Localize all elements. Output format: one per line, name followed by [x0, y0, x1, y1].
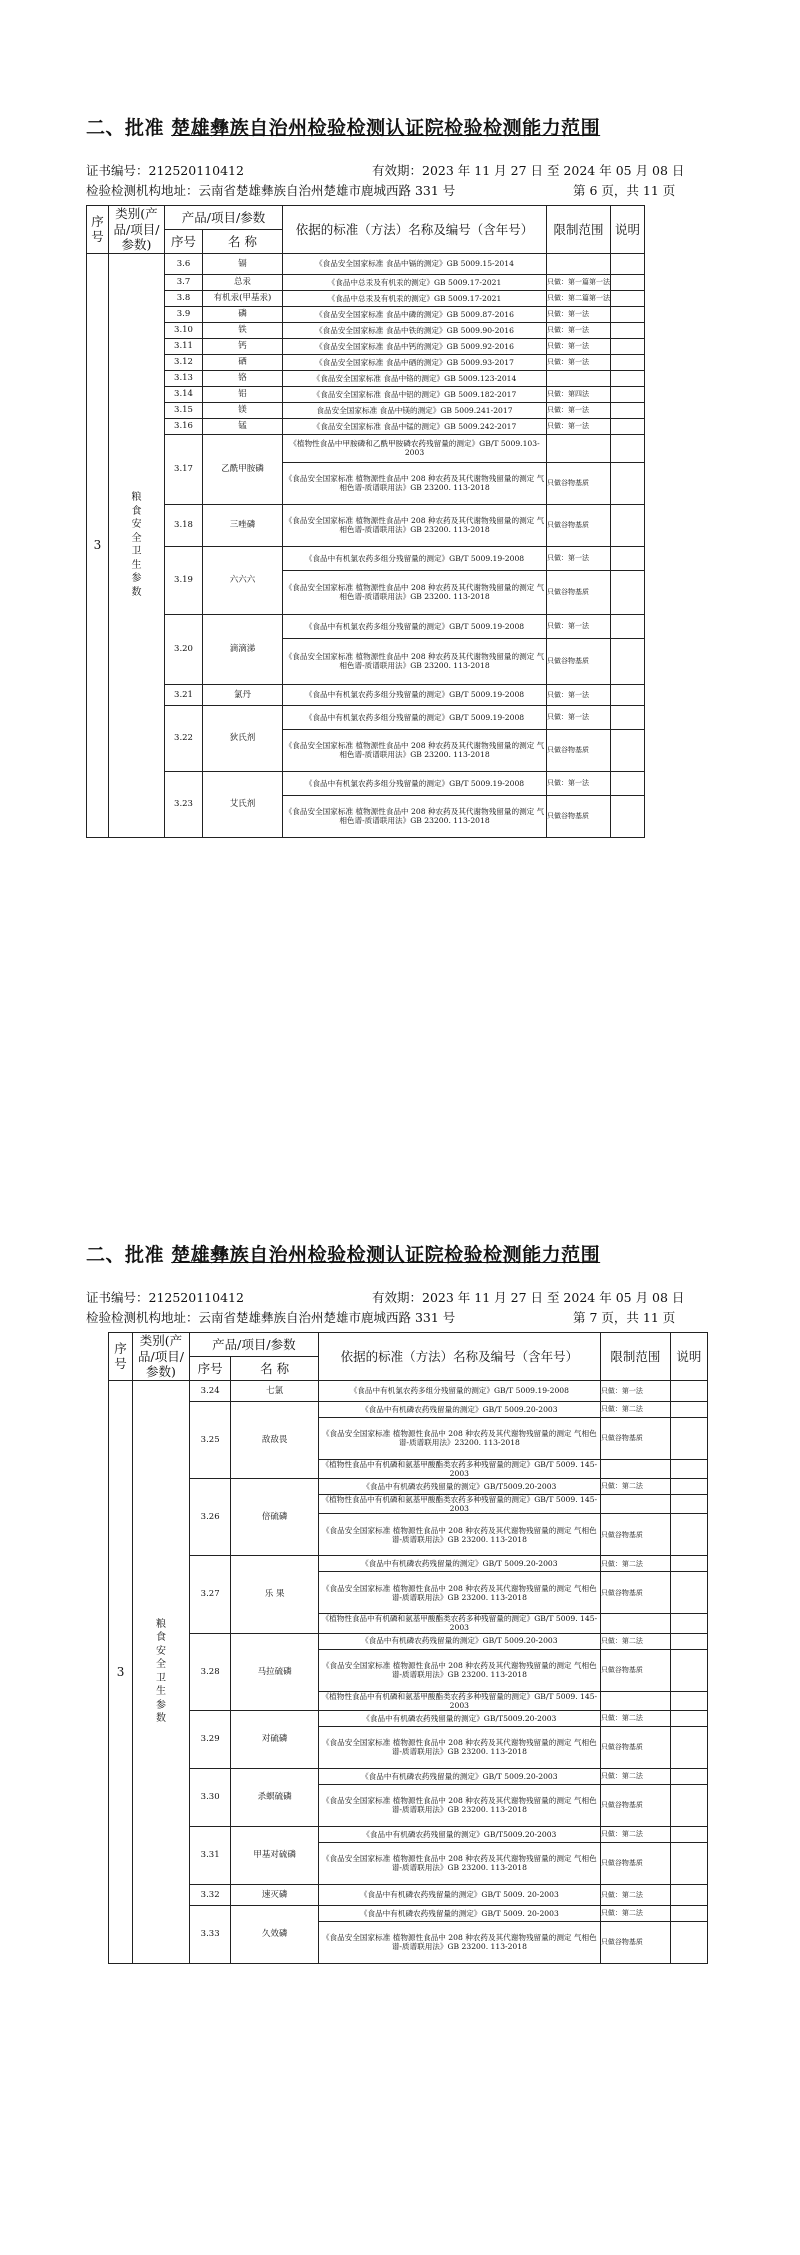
- limit-cell: 只做：第一法: [600, 1380, 670, 1401]
- param-number: 3.33: [189, 1905, 231, 1963]
- note-cell: [611, 290, 645, 306]
- standard-cell: 《食品安全国家标准 植物源性食品中 208 种农药及其代谢物残留量的测定 气相色谱-质谱联用法》GB 23200. 113-2018: [318, 1842, 600, 1884]
- table-row: [87, 322, 708, 338]
- validity-period: 有效期：2023 年 11 月 27 日 至 2024 年 05 月 08 日: [372, 1290, 685, 1305]
- scope-table-body: [109, 1380, 708, 1963]
- page-number: 第 7 页，共 11 页: [573, 1310, 676, 1325]
- standard-cell: 食品安全国家标准 食品中镁的测定》GB 5009.241-2017: [283, 402, 547, 418]
- param-number: 3.17: [165, 434, 203, 504]
- standard-cell: 《食品安全国家标准 植物源性食品中 208 种农药及其代谢物残留量的测定 气相色谱-质谱联用法》GB 23200. 113-2018: [283, 570, 547, 614]
- header-standard: 依据的标准（方法）名称及编号（含年号）: [318, 1333, 600, 1381]
- page-title: 二、批准 楚雄彝族自治州检验检测认证院检验检测能力范围: [86, 1244, 601, 1266]
- table-row: [109, 1380, 708, 1401]
- limit-cell: 只做谷物基质: [547, 729, 611, 771]
- note-cell: [611, 684, 645, 705]
- limit-cell: 只做谷物基质: [547, 638, 611, 684]
- standard-cell: 《食品中有机氯农药多组分残留量的测定》GB/T 5009.19-2008: [283, 546, 547, 570]
- header-product-group: 产品/项目/参数: [165, 206, 283, 230]
- header-num: 序号: [165, 229, 203, 253]
- limit-cell: 只做：第二法: [600, 1768, 670, 1784]
- group-seq: 3: [109, 1380, 133, 1963]
- param-name: 甲基对硫磷: [231, 1826, 318, 1884]
- limit-cell: 只做：第一法: [547, 614, 611, 638]
- note-cell: [670, 1495, 707, 1514]
- note-cell: [611, 795, 645, 837]
- param-name: 狄氏剂: [203, 705, 283, 771]
- standard-cell: 《植物性食品中有机磷和氨基甲酸酯类农药多种残留量的测定》GB/T 5009. 145-2003: [318, 1495, 600, 1514]
- certificate-number: 证书编号：212520110412: [86, 1290, 244, 1305]
- limit-cell: 只做谷物基质: [600, 1784, 670, 1826]
- param-name: 乐 果: [231, 1556, 318, 1633]
- limit-cell: 只做：第一法: [547, 705, 611, 729]
- page-title: 二、批准 楚雄彝族自治州检验检测认证院检验检测能力范围: [86, 117, 601, 139]
- standard-cell: 《食品安全国家标准 食品中钙的测定》GB 5009.92-2016: [283, 338, 547, 354]
- limit-cell: 只做：第二篇第一法: [547, 290, 611, 306]
- param-number: 3.26: [189, 1479, 231, 1556]
- param-name: 钙: [203, 338, 283, 354]
- standard-cell: 《植物性食品中有机磷和氨基甲酸酯类农药多种残留量的测定》GB/T 5009. 145-2003: [318, 1691, 600, 1710]
- note-cell: [670, 1572, 707, 1614]
- standard-cell: 《食品安全国家标准 食品中锰的测定》GB 5009.242-2017: [283, 418, 547, 434]
- group-category: [109, 253, 165, 837]
- document-page-6: [0, 0, 800, 1127]
- header-name: 名 称: [203, 229, 283, 253]
- note-cell: [611, 614, 645, 638]
- standard-cell: 《食品中有机氯农药多组分残留量的测定》GB/T 5009.19-2008: [318, 1380, 600, 1401]
- limit-cell: 只做：第四法: [547, 386, 611, 402]
- standard-cell: 《食品安全国家标准 植物源性食品中 208 种农药及其代谢物残留量的测定 气相色谱-质谱联用法》GB 23200. 113-2018: [283, 504, 547, 546]
- group-category-text: 粮食安全卫生参数: [155, 1618, 166, 1725]
- standard-cell: 《食品中有机氯农药多组分残留量的测定》GB/T 5009.19-2008: [283, 684, 547, 705]
- param-name: 对硫磷: [231, 1710, 318, 1768]
- header-product-group: 产品/项目/参数: [189, 1333, 318, 1357]
- note-cell: [611, 306, 645, 322]
- note-cell: [611, 729, 645, 771]
- note-cell: [670, 1459, 707, 1478]
- table-row: [87, 684, 708, 705]
- limit-cell: 只做：第一法: [547, 354, 611, 370]
- limit-cell: 只做谷物基质: [600, 1417, 670, 1459]
- standard-cell: 《食品中有机氯农药多组分残留量的测定》GB/T 5009.19-2008: [283, 705, 547, 729]
- param-number: 3.14: [165, 386, 203, 402]
- header-category: 类别(产品/项目/参数): [109, 206, 165, 254]
- limit-cell: [547, 253, 611, 274]
- table-row: [109, 1905, 708, 1921]
- limit-cell: 只做：第一法: [547, 546, 611, 570]
- note-cell: [670, 1479, 707, 1495]
- param-name: 倍硫磷: [231, 1479, 318, 1556]
- table-row: [87, 253, 708, 274]
- table-row: [109, 1401, 708, 1417]
- param-number: 3.18: [165, 504, 203, 546]
- param-name: 杀螟硫磷: [231, 1768, 318, 1826]
- note-cell: [611, 504, 645, 546]
- standard-cell: 《食品安全国家标准 食品中铁的测定》GB 5009.90-2016: [283, 322, 547, 338]
- note-cell: [611, 253, 645, 274]
- param-number: 3.22: [165, 705, 203, 771]
- limit-cell: 只做：第二法: [600, 1884, 670, 1905]
- certificate-number: 证书编号：212520110412: [86, 163, 244, 178]
- table-row: [87, 614, 708, 638]
- note-cell: [611, 386, 645, 402]
- validity-period: 有效期：2023 年 11 月 27 日 至 2024 年 05 月 08 日: [372, 163, 685, 178]
- standard-cell: 《食品安全国家标准 植物源性食品中 208 种农药及其代谢物残留量的测定 气相色谱-质谱联用法》GB 23200. 113-2018: [318, 1649, 600, 1691]
- standard-cell: 《食品中有机氯农药多组分残留量的测定》GB/T 5009.19-2008: [283, 614, 547, 638]
- param-number: 3.32: [189, 1884, 231, 1905]
- table-row: [87, 771, 708, 795]
- note-cell: [611, 338, 645, 354]
- param-number: 3.25: [189, 1401, 231, 1478]
- header-limit: 限制范围: [547, 206, 611, 254]
- param-name: 乙酰甲胺磷: [203, 434, 283, 504]
- table-row: [87, 434, 708, 462]
- table-row: [87, 402, 708, 418]
- param-number: 3.11: [165, 338, 203, 354]
- param-name: 艾氏剂: [203, 771, 283, 837]
- limit-cell: 只做：第二法: [600, 1905, 670, 1921]
- table-row: [109, 1479, 708, 1495]
- param-name: 镁: [203, 402, 283, 418]
- limit-cell: 只做谷物基质: [547, 462, 611, 504]
- limit-cell: 只做：第二法: [600, 1479, 670, 1495]
- standard-cell: 《食品中有机磷农药残留量的测定》GB/T 5009. 20-2003: [318, 1905, 600, 1921]
- param-number: 3.27: [189, 1556, 231, 1633]
- note-cell: [670, 1726, 707, 1768]
- table-row: [109, 1556, 708, 1572]
- limit-cell: [600, 1614, 670, 1633]
- param-name: 马拉硫磷: [231, 1633, 318, 1710]
- note-cell: [670, 1556, 707, 1572]
- standard-cell: 《食品安全国家标准 食品中硒的测定》GB 5009.93-2017: [283, 354, 547, 370]
- table-row: [87, 338, 708, 354]
- note-cell: [611, 274, 645, 290]
- standard-cell: 《食品中总汞及有机汞的测定》GB 5009.17-2021: [283, 290, 547, 306]
- note-cell: [611, 370, 645, 386]
- standard-cell: 《植物性食品中有机磷和氨基甲酸酯类农药多种残留量的测定》GB/T 5009. 145-2003: [318, 1459, 600, 1478]
- standard-cell: 《食品安全国家标准 植物源性食品中 208 种农药及其代谢物残留量的测定 气相色谱-质谱联用法》GB 23200. 113-2018: [318, 1726, 600, 1768]
- header-seq: 序号: [109, 1333, 133, 1381]
- limit-cell: 只做：第一法: [547, 322, 611, 338]
- table-row: [109, 1884, 708, 1905]
- header-note: 说明: [611, 206, 645, 254]
- group-category-text: 粮食安全卫生参数: [131, 492, 142, 598]
- table-row: [87, 386, 708, 402]
- limit-cell: 只做：第二法: [600, 1556, 670, 1572]
- param-number: 3.7: [165, 274, 203, 290]
- header-num: 序号: [189, 1356, 231, 1380]
- standard-cell: 《食品中有机磷农药残留量的测定》GB/T 5009.20-2003: [318, 1556, 600, 1572]
- table-row: [109, 1633, 708, 1649]
- standard-cell: 《食品安全国家标准 植物源性食品中 208 种农药及其代谢物残留量的测定 气相色谱-质谱联用法》GB 23200. 113-2018: [318, 1514, 600, 1556]
- standard-cell: 《食品安全国家标准 植物源性食品中 208 种农药及其代谢物残留量的测定 气相色谱-质谱联用法》GB 23200. 113-2018: [318, 1784, 600, 1826]
- note-cell: [611, 546, 645, 570]
- standard-cell: 《食品安全国家标准 植物源性食品中 208 种农药及其代谢物残留量的测定 气相色谱-质谱联用法》GB 23200. 113-2018: [283, 729, 547, 771]
- param-name: 滴滴涕: [203, 614, 283, 684]
- param-number: 3.24: [189, 1380, 231, 1401]
- table-row: [87, 504, 708, 546]
- param-name: 久效磷: [231, 1905, 318, 1963]
- param-name: 铝: [203, 386, 283, 402]
- param-number: 3.29: [189, 1710, 231, 1768]
- header-seq: 序号: [87, 206, 109, 254]
- standard-cell: 《食品中有机磷农药残留量的测定》GB/T5009.20-2003: [318, 1826, 600, 1842]
- limit-cell: 只做：第一法: [547, 402, 611, 418]
- standard-cell: 《食品安全国家标准 食品中镉的测定》GB 5009.15-2014: [283, 253, 547, 274]
- note-cell: [670, 1633, 707, 1649]
- limit-cell: 只做：第二法: [600, 1633, 670, 1649]
- limit-cell: 只做谷物基质: [547, 570, 611, 614]
- header-standard: 依据的标准（方法）名称及编号（含年号）: [283, 206, 547, 254]
- scope-table: [86, 205, 708, 838]
- header-category: 类别(产品/项目/参数): [133, 1333, 190, 1381]
- table-row: [87, 418, 708, 434]
- note-cell: [670, 1921, 707, 1963]
- param-number: 3.31: [189, 1826, 231, 1884]
- note-cell: [670, 1380, 707, 1401]
- limit-cell: 只做谷物基质: [547, 504, 611, 546]
- limit-cell: 只做：第二法: [600, 1826, 670, 1842]
- param-name: 镉: [203, 253, 283, 274]
- note-cell: [611, 771, 645, 795]
- param-number: 3.15: [165, 402, 203, 418]
- note-cell: [670, 1784, 707, 1826]
- limit-cell: 只做谷物基质: [600, 1572, 670, 1614]
- table-row: [109, 1768, 708, 1784]
- scope-table: [108, 1332, 708, 1964]
- standard-cell: 《食品中有机磷农药残留量的测定》GB/T 5009.20-2003: [318, 1401, 600, 1417]
- note-cell: [670, 1417, 707, 1459]
- institution-address: 检验检测机构地址：云南省楚雄彝族自治州楚雄市鹿城西路 331 号: [86, 183, 456, 198]
- standard-cell: 《食品安全国家标准 食品中磷的测定》GB 5009.87-2016: [283, 306, 547, 322]
- param-number: 3.20: [165, 614, 203, 684]
- standard-cell: 《食品中总汞及有机汞的测定》GB 5009.17-2021: [283, 274, 547, 290]
- standard-cell: 《食品安全国家标准 植物源性食品中 208 种农药及其代谢物残留量的测定 气相色谱-质谱联用法》GB 23200. 113-2018: [283, 795, 547, 837]
- note-cell: [611, 638, 645, 684]
- limit-cell: [600, 1459, 670, 1478]
- param-name: 总汞: [203, 274, 283, 290]
- limit-cell: 只做：第一法: [547, 306, 611, 322]
- limit-cell: [547, 434, 611, 462]
- param-number: 3.30: [189, 1768, 231, 1826]
- table-row: [87, 546, 708, 570]
- note-cell: [670, 1691, 707, 1710]
- table-row: [87, 370, 708, 386]
- table-row: [87, 306, 708, 322]
- param-name: 铬: [203, 370, 283, 386]
- standard-cell: 《植物性食品中有机磷和氨基甲酸酯类农药多种残留量的测定》GB/T 5009. 145-2003: [318, 1614, 600, 1633]
- table-row: [87, 290, 708, 306]
- param-name: 有机汞(甲基汞): [203, 290, 283, 306]
- param-number: 3.12: [165, 354, 203, 370]
- limit-cell: 只做：第一法: [547, 684, 611, 705]
- standard-cell: 《食品中有机磷农药残留量的测定》GB/T5009.20-2003: [318, 1479, 600, 1495]
- table-row: [109, 1710, 708, 1726]
- header-note: 说明: [670, 1333, 707, 1381]
- limit-cell: [600, 1691, 670, 1710]
- standard-cell: 《食品中有机磷农药残留量的测定》GB/T5009.20-2003: [318, 1710, 600, 1726]
- limit-cell: [600, 1495, 670, 1514]
- param-name: 锰: [203, 418, 283, 434]
- standard-cell: 《植物性食品中甲胺磷和乙酰甲胺磷农药残留量的测定》GB/T 5009.103-2003: [283, 434, 547, 462]
- note-cell: [670, 1514, 707, 1556]
- limit-cell: 只做：第二法: [600, 1710, 670, 1726]
- scope-table-body: [87, 253, 708, 837]
- note-cell: [611, 462, 645, 504]
- param-number: 3.19: [165, 546, 203, 614]
- limit-cell: 只做谷物基质: [600, 1726, 670, 1768]
- limit-cell: 只做谷物基质: [600, 1842, 670, 1884]
- limit-cell: 只做谷物基质: [600, 1649, 670, 1691]
- note-cell: [670, 1614, 707, 1633]
- note-cell: [611, 354, 645, 370]
- header-name: 名 称: [231, 1356, 318, 1380]
- param-name: 六六六: [203, 546, 283, 614]
- note-cell: [611, 402, 645, 418]
- standard-cell: 《食品安全国家标准 植物源性食品中 208 种农药及其代谢物残留量的测定 气相色谱-质谱联用法》GB 23200. 113-2018: [283, 462, 547, 504]
- note-cell: [670, 1884, 707, 1905]
- note-cell: [611, 434, 645, 462]
- param-name: 硒: [203, 354, 283, 370]
- note-cell: [611, 570, 645, 614]
- limit-cell: 只做：第一法: [547, 338, 611, 354]
- param-name: 氯丹: [203, 684, 283, 705]
- limit-cell: 只做：第二法: [600, 1401, 670, 1417]
- standard-cell: 《食品中有机氯农药多组分残留量的测定》GB/T 5009.19-2008: [283, 771, 547, 795]
- limit-cell: 只做：第一法: [547, 771, 611, 795]
- table-row: [109, 1826, 708, 1842]
- param-number: 3.9: [165, 306, 203, 322]
- standard-cell: 《食品安全国家标准 植物源性食品中 208 种农药及其代谢物残留量的测定 气相色谱-质谱联用法》GB 23200. 113-2018: [283, 638, 547, 684]
- standard-cell: 《食品安全国家标准 食品中铝的测定》GB 5009.182-2017: [283, 386, 547, 402]
- note-cell: [670, 1905, 707, 1921]
- limit-cell: 只做谷物基质: [547, 795, 611, 837]
- param-number: 3.6: [165, 253, 203, 274]
- param-number: 3.16: [165, 418, 203, 434]
- note-cell: [670, 1842, 707, 1884]
- limit-cell: 只做：第一篇第一法: [547, 274, 611, 290]
- note-cell: [611, 322, 645, 338]
- standard-cell: 《食品安全国家标准 植物源性食品中 208 种农药及其代谢物残留量的测定 气相色谱-质谱联用法》GB 23200. 113-2018: [318, 1921, 600, 1963]
- note-cell: [670, 1710, 707, 1726]
- param-number: 3.8: [165, 290, 203, 306]
- param-name: 敌敌畏: [231, 1401, 318, 1478]
- document-page-7: [0, 1127, 800, 2255]
- limit-cell: 只做：第一法: [547, 418, 611, 434]
- standard-cell: 《食品中有机磷农药残留量的测定》GB/T 5009. 20-2003: [318, 1884, 600, 1905]
- param-number: 3.10: [165, 322, 203, 338]
- note-cell: [611, 705, 645, 729]
- param-name: 铁: [203, 322, 283, 338]
- param-name: 七氯: [231, 1380, 318, 1401]
- group-seq: 3: [87, 253, 109, 837]
- institution-address: 检验检测机构地址：云南省楚雄彝族自治州楚雄市鹿城西路 331 号: [86, 1310, 456, 1325]
- header-limit: 限制范围: [600, 1333, 670, 1381]
- note-cell: [611, 418, 645, 434]
- param-name: 三唑磷: [203, 504, 283, 546]
- limit-cell: [547, 370, 611, 386]
- param-number: 3.13: [165, 370, 203, 386]
- limit-cell: 只做谷物基质: [600, 1514, 670, 1556]
- param-name: 速灭磷: [231, 1884, 318, 1905]
- standard-cell: 《食品安全国家标准 植物源性食品中 208 种农药及其代谢物残留量的测定 气相色谱-质谱联用法》23200. 113-2018: [318, 1417, 600, 1459]
- param-number: 3.23: [165, 771, 203, 837]
- standard-cell: 《食品安全国家标准 植物源性食品中 208 种农药及其代谢物残留量的测定 气相色谱-质谱联用法》GB 23200. 113-2018: [318, 1572, 600, 1614]
- table-row: [87, 354, 708, 370]
- limit-cell: 只做谷物基质: [600, 1921, 670, 1963]
- note-cell: [670, 1401, 707, 1417]
- param-name: 磷: [203, 306, 283, 322]
- table-row: [87, 274, 708, 290]
- param-number: 3.21: [165, 684, 203, 705]
- standard-cell: 《食品中有机磷农药残留量的测定》GB/T 5009.20-2003: [318, 1633, 600, 1649]
- page-number: 第 6 页，共 11 页: [573, 183, 676, 198]
- note-cell: [670, 1768, 707, 1784]
- note-cell: [670, 1649, 707, 1691]
- note-cell: [670, 1826, 707, 1842]
- standard-cell: 《食品安全国家标准 食品中铬的测定》GB 5009.123-2014: [283, 370, 547, 386]
- standard-cell: 《食品中有机磷农药残留量的测定》GB/T 5009.20-2003: [318, 1768, 600, 1784]
- group-category: [133, 1380, 190, 1963]
- table-row: [87, 705, 708, 729]
- param-number: 3.28: [189, 1633, 231, 1710]
